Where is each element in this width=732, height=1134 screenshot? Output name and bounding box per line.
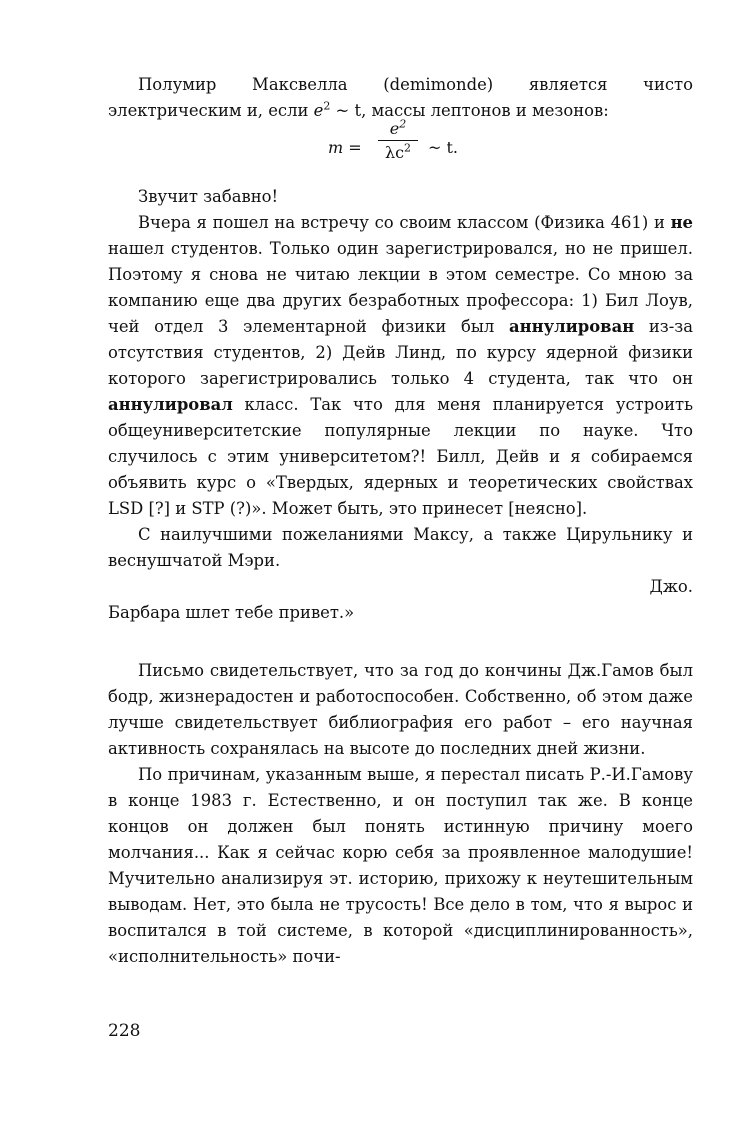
para1-text-b: ~ t, массы лептонов и мезонов: <box>330 101 609 120</box>
narrative-body <box>108 658 693 970</box>
para3-bold-annulled: аннулирован <box>508 317 635 336</box>
paragraph-1 <box>108 72 693 124</box>
para1-e: e <box>313 101 324 120</box>
numerator-exp: 2 <box>399 117 407 131</box>
letter-body <box>108 184 693 626</box>
denominator-exp: 2 <box>404 141 412 155</box>
formula-lhs: m = <box>328 138 362 157</box>
paragraph-6: Письмо свидетельствует, что за год до кончины Дж.Гамов был бодр, жизнерадостен и работоспособен. Собственно, об этом даже лучше свидетельствует библиография его работ – его научная активность сохранялась на высоте до последних дней жизни. <box>108 661 693 758</box>
para3-a: Вчера я пошел на встречу со своим классом (Физика 461) и <box>138 213 671 232</box>
formula-fraction <box>376 118 420 165</box>
para3-bold-annulled-2: аннулировал <box>108 395 233 414</box>
para3-bold-ne: не <box>670 213 693 232</box>
paragraph-2: Звучит забавно! <box>138 187 279 206</box>
numerator-base: e <box>389 119 400 138</box>
para3-g: класс. Так что для меня планируется устроить общеуниверситетские популярные лекции по науке. Что случилось с этим университетом?! Билл, Дейв и я собираемся объявить курс о «Твердых, ядерных и теоретических свойствах LSD [?] и STP (?)». Может быть, это принесет [неясно]. <box>108 395 693 518</box>
para3-e: из-за отсутствия студентов, 2) Дейв Линд, по курсу ядерной физики которого зарегистрировались только 4 студента, так что он <box>108 317 693 388</box>
denominator-base: λc <box>384 143 405 162</box>
formula-numerator <box>376 118 420 140</box>
para1-exp: 2 <box>323 99 331 113</box>
mass-formula <box>328 118 528 174</box>
formula-rhs: ~ t. <box>428 138 459 157</box>
signature: Джо. <box>649 577 693 596</box>
para1-text-a: Полумир Максвелла (demimonde) является чисто электрическим и, если <box>108 75 693 120</box>
formula-denominator <box>376 141 420 165</box>
paragraph-3 <box>108 210 693 522</box>
paragraph-4: С наилучшими пожеланиями Максу, а также Цирульнику и веснушчатой Мэри. <box>108 525 693 570</box>
para3-c: нашел студентов. Только один зарегистрировался, но не пришел. Поэтому я снова не читаю лекции в этом семестре. Со мною за компанию еще два других безработных профессора: 1) Бил Лоув, чей отдел 3 элементарной физики был <box>108 239 693 336</box>
page-number: 228 <box>108 1021 141 1041</box>
paragraph-7: По причинам, указанным выше, я перестал писать Р.-И.Гамову в конце 1983 г. Естественно, и он поступил так же. В конце концов он должен был понять истинную причину моего молчания... Как я сейчас корю себя за проявленное малодушие! Мучительно анализируя эт. историю, прихожу к неутешительным выводам. Нет, это была не трусость! Все дело в том, что я вырос и воспитался в той системе, в которой «дисциплинированность», «исполнительность» почи- <box>108 765 693 966</box>
paragraph-5: Барбара шлет тебе привет.» <box>108 603 355 622</box>
